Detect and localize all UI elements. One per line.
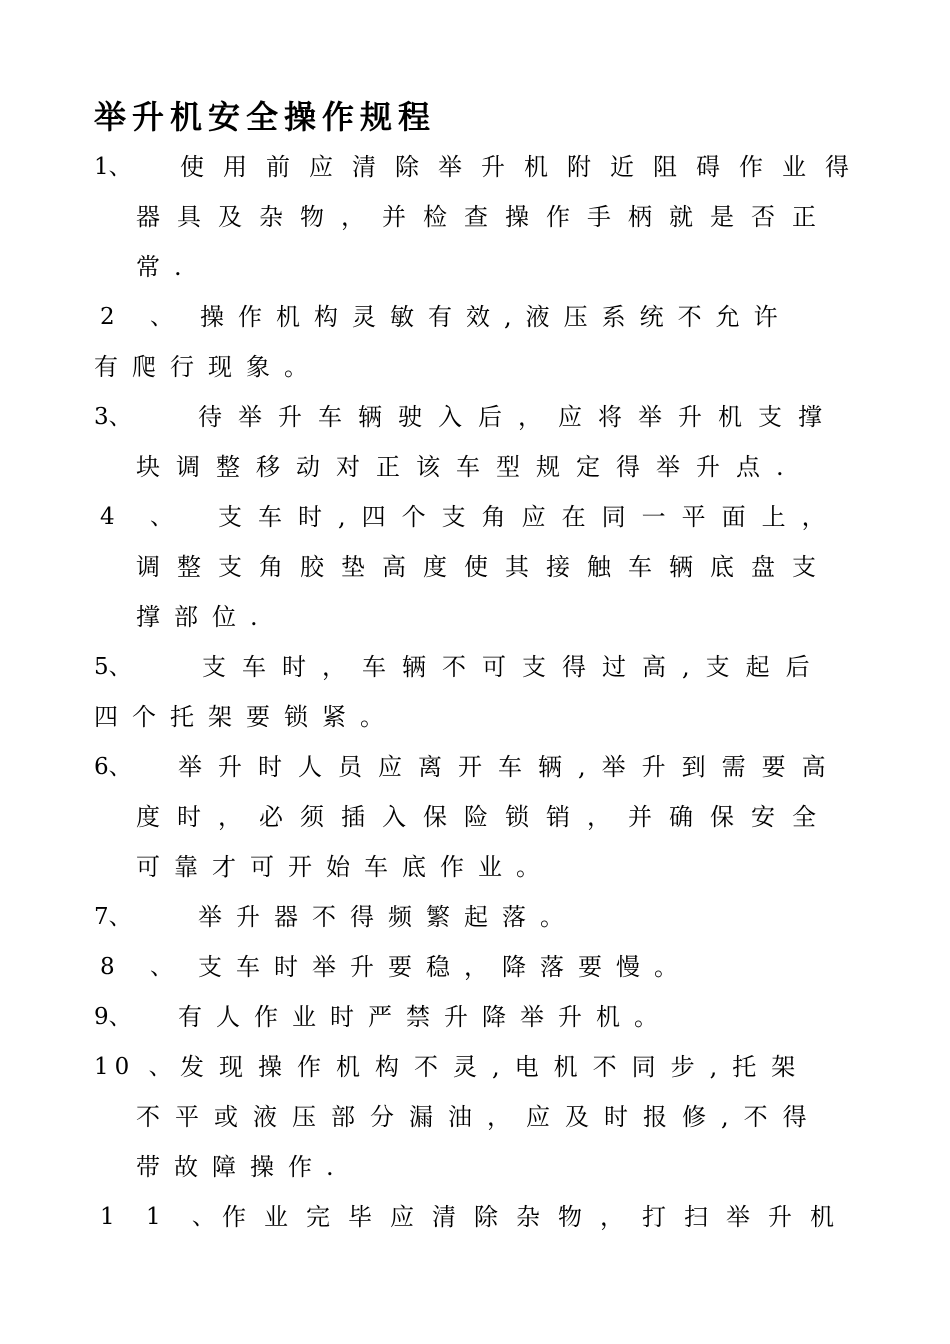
item-text-line: 四个托架要锁紧。 [94,703,398,731]
item-text-line: 待举升车辆驶入后，应将举升机支撑 [198,403,838,431]
item-text-line: 有爬行现象。 [94,353,322,381]
document-title: 举升机安全操作规程 [94,98,437,136]
item-number: 9、 [94,1004,132,1030]
item-text-line: 度时，必须插入保险锁销，并确保安全 [136,803,833,831]
item-number: 7、 [94,904,132,930]
item-number: 6、 [94,754,132,780]
item-text-line: 带故障操作. [136,1153,348,1181]
item-text-line: 作业完毕应清除杂物，打扫举升机 [222,1203,852,1231]
item-number: 10 、 [94,1054,178,1080]
item-number: 2 、 [100,304,187,330]
item-number: 8 、 [100,954,187,980]
item-text-line: 撑部位. [136,603,272,631]
item-number: 1 1 、 [100,1204,227,1230]
item-text-line: 举升器不得频繁起落。 [198,903,578,931]
item-text-line: 发现操作机构不灵,电机不同步,托架 [180,1053,811,1081]
item-text-line: 操作机构灵敏有效,液压系统不允许 [200,303,792,331]
item-text-line: 块调整移动对正该车型规定得举升点. [136,453,800,481]
item-text-line: 支车时,四个支角应在同一平面上， [218,503,842,531]
item-text-line: 有人作业时严禁升降举升机。 [178,1003,672,1031]
item-text-line: 支车时，车辆不可支得过高,支起后 [202,653,826,681]
item-text-line: 常. [136,253,196,281]
item-number: 4 、 [100,504,187,530]
item-text-line: 器具及杂物，并检查操作手柄就是否正 [136,203,833,231]
item-text-line: 可靠才可开始车底作业。 [136,853,554,881]
item-text-line: 调整支角胶垫高度使其接触车辆底盘支 [136,553,833,581]
item-text-line: 使用前应清除举升机附近阻碍作业得 [180,153,868,181]
item-text-line: 支车时举升要稳，降落要慢。 [198,953,692,981]
item-number: 5、 [94,654,132,680]
item-number: 1、 [94,154,132,180]
item-text-line: 举升时人员应离开车辆,举升到需要高 [178,753,842,781]
item-text-line: 不平或液压部分漏油，应及时报修,不得 [136,1103,822,1131]
item-number: 3、 [94,404,132,430]
